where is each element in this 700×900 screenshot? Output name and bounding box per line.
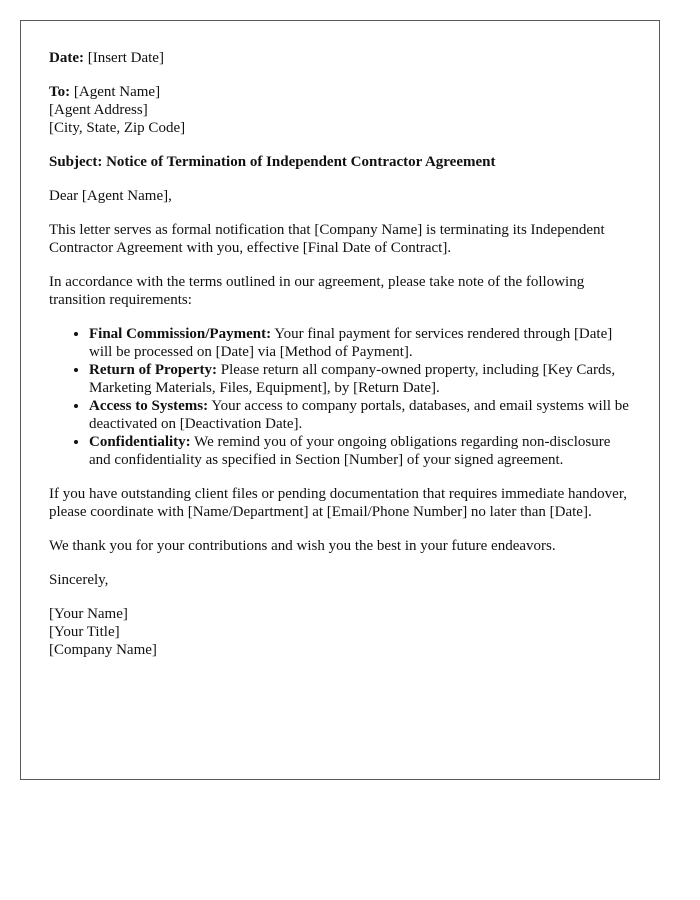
body-paragraph-4: We thank you for your contributions and wish you the best in your future endeavors. (49, 538, 556, 554)
date-value: [Insert Date] (87, 50, 164, 66)
signature-company: [Company Name] (49, 642, 157, 658)
body-paragraph-2: In accordance with the terms outlined in our agreement, please take note of the following transition requirements: (49, 274, 585, 308)
date-line (49, 49, 631, 67)
subject-value: Notice of Termination of Independent Contractor Agreement (106, 154, 496, 170)
list-item-title: Final Commission/Payment: (89, 326, 272, 342)
recipient-block (49, 83, 631, 137)
list-item-text: We remind you of your ongoing obligations regarding non-disclosure and confidentiality as specified in Section [Number] of your signed agreement. (89, 434, 611, 468)
subject-line (49, 153, 631, 171)
date-label: Date: (49, 50, 84, 66)
subject-label: Subject: (49, 154, 103, 170)
body-paragraph-1: This letter serves as formal notification that [Company Name] is terminating its Independent Contractor Agreement with you, effective [Final Date of Contract]. (49, 222, 605, 256)
recipient-city: [City, State, Zip Code] (49, 120, 186, 136)
list-item-title: Return of Property: (89, 362, 218, 378)
signature-name: [Your Name] (49, 606, 128, 622)
recipient-name-line (49, 83, 631, 101)
signature-title: [Your Title] (49, 624, 120, 640)
body-paragraph-3: If you have outstanding client files or pending documentation that requires immediate handover, please coordinate with [Name/Department] at [Email/Phone Number] no later than [Date]. (49, 486, 627, 520)
list-item-title: Confidentiality: (89, 434, 191, 450)
salutation: Dear [Agent Name], (49, 188, 172, 204)
list-item-title: Access to Systems: (89, 398, 209, 414)
recipient-name: [Agent Name] (73, 84, 161, 100)
closing: Sincerely, (49, 572, 109, 588)
recipient-address: [Agent Address] (49, 102, 148, 118)
list-item (89, 325, 631, 361)
signature-block (49, 605, 631, 659)
list-item (89, 433, 631, 469)
list-item (89, 361, 631, 397)
letter-document (20, 20, 660, 780)
list-item-text: Your access to company portals, databases, and email systems will be deactivated on [Deactivation Date]. (89, 398, 629, 432)
list-item-text: Your final payment for services rendered through [Date] will be processed on [Date] via [Method of Payment]. (89, 326, 613, 360)
requirements-list (49, 325, 631, 469)
list-item-text: Please return all company-owned property, including [Key Cards, Marketing Materials, Files, Equipment], by [Return Date]. (89, 362, 616, 396)
list-item (89, 397, 631, 433)
to-label: To: (49, 84, 71, 100)
